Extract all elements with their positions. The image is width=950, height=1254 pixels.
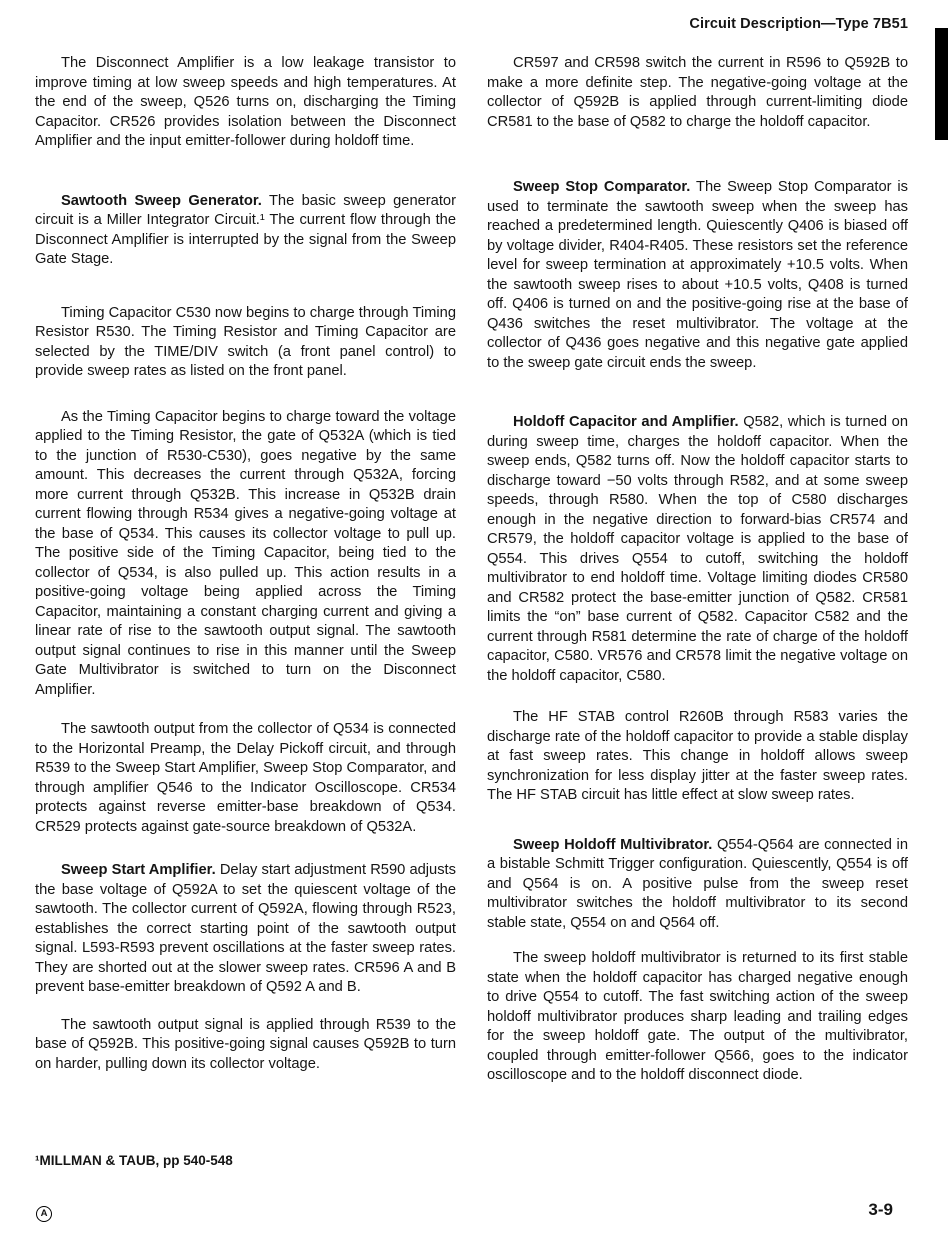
paragraph-text: The sweep holdoff multivibrator is returned to its first stable state when the holdoff capacitor has charged negative enough to drive Q554 to cutoff. The fast switching action of the sweep holdoff multivibrator produces sharp leading and trailing edges for the sweep holdoff gate. The output of the multivibrator, coupled through emitter-follower Q566, goes to the indicator oscilloscope and to the holdoff disconnect diode. [487,950,908,1083]
paragraph-text: As the Timing Capacitor begins to charge toward the voltage applied to the Timing Resistor, the gate of Q532A (which is tied to the junction of R530-C530), goes negative by the same amount. This decreases the current through Q532A, forcing more current through Q532B. This increase in Q532B drain current flowing through R534 gives a negative-going voltage at the base of Q534. This causes its collector voltage to pull up. The positive side of the Timing Capacitor, being tied to the collector of Q534, is also pulled up. This action results in a positive-going voltage being applied across the Timing Capacitor, maintaining a constant charging current and giving a linear rate of rise to the sawtooth output signal. The sawtooth output signal continues to rise in this manner until the Sweep Gate Multivibrator is switched to turn on the Disconnect Amplifier. [35,408,456,698]
paragraph-text: The basic sweep generator circuit is a Miller Integrator Circuit.¹ The current flow through the Disconnect Amplifier is interrupted by the signal from the Sweep Gate Stage. [35,192,456,267]
two-column-text-body [35,54,908,1086]
section-heading-sweep-start-amplifier: Sweep Start Amplifier. [61,862,216,878]
paragraph-sweep-holdoff-multivibrator [487,836,908,934]
paragraph-sweep-stop-comparator [487,178,908,373]
footnote-reference: ¹MILLMAN & TAUB, pp 540-548 [35,1153,233,1168]
paragraph-disconnect-amplifier [35,54,456,152]
circled-a-letter: A [40,1208,48,1220]
paragraph-text: Q554-Q564 are connected in a bistable Schmitt Trigger configuration. Quiescently, Q554 is off and Q564 is on. A positive pulse from the sweep reset multivibrator switches the holdoff multivibrator to its second stable state, Q554 on and Q564 off. [487,836,908,931]
paragraph-text: The HF STAB control R260B through R583 varies the discharge rate of the holdoff capacitor to provide a stable display at fast sweep rates. This change in holdoff allows sweep synchronization for less display jitter at the faster sweep rates. The HF STAB circuit has little effect at slow sweep rates. [487,709,908,803]
paragraph-sawtooth-applied [35,1016,456,1075]
paragraph-hf-stab [487,708,908,806]
paragraph-cr597-cr598 [487,54,908,132]
paragraph-text: The Sweep Stop Comparator is used to terminate the sawtooth sweep when the sweep has reached a predetermined length. Quiescently Q406 is biased off by voltage divider, R404-R405. These resistors set the reference level for sweep termination at approximately +10.5 volts. When the sawtooth sweep rises to about +10.5 volts, Q408 is turned off. Q406 is turned on and the positive-going rise at the base of Q436 switches the reset multivibrator. The voltage at the collector of Q436 goes negative and this negative gate applied to the sweep gate circuit ends the sweep. [487,179,908,371]
paragraph-text: Delay start adjustment R590 adjusts the base voltage of Q592A to set the quiescent voltage of the sawtooth. The collector current of Q592A, flowing through R523, establishes the correct starting point of the sawtooth output signal. L593-R593 prevent oscillations at the faster sweep rates. They are shorted out at the slower sweep rates. CR596 A and B prevent base-emitter breakdown of Q592 A and B. [35,862,456,995]
paragraph-miller-runup [35,408,456,701]
paragraph-text: Q582, which is turned on during sweep time, charges the holdoff capacitor. When the sweep ends, Q582 turns off. Now the holdoff capacitor starts to discharge toward −50 volts through R582, and at some sweep speeds, through R580. When the top of C580 discharges enough in the negative direction to forward-bias CR574 and CR579, the holdoff capacitor voltage is applied to the base of Q554. This drives Q554 to cutoff, switching the holdoff multivibrator to end holdoff time. Voltage limiting diodes CR580 and CR582 protect the base-emitter junction of Q582. CR581 limits the “on” base current of Q582. Capacitor C582 and the current through R581 determine the rate of charge of the holdoff capacitor, C580. VR576 and CR578 limit the negative voltage on the holdoff capacitor, C580. [487,414,908,684]
page-header-title: Circuit Description—Type 7B51 [689,16,908,32]
paragraph-holdoff-capacitor-amplifier [487,413,908,686]
paragraph-sweep-start-amplifier [35,861,456,998]
paragraph-text: Timing Capacitor C530 now begins to charge through Timing Resistor R530. The Timing Resistor and Timing Capacitor are selected by the TIME/DIV switch (a front panel control) to provide sweep rates as listed on the front panel. [35,304,456,379]
paragraph-text: CR597 and CR598 switch the current in R596 to Q592B to make a more definite step. The negative-going voltage at the collector of Q592B is applied through current-limiting diode CR581 to the base of Q582 to charge the holdoff capacitor. [487,55,908,130]
paragraph-sawtooth-output [35,720,456,837]
section-heading-holdoff-capacitor-amplifier: Holdoff Capacitor and Amplifier. [513,414,739,430]
section-heading-sweep-stop-comparator: Sweep Stop Comparator. [513,179,691,195]
paragraph-timing-capacitor [35,304,456,382]
paragraph-text: The sawtooth output from the collector of Q534 is connected to the Horizontal Preamp, the Delay Pickoff circuit, and through R539 to the Sweep Start Amplifier, Sweep Stop Comparator, and through amplifier Q546 to the Indicator Oscilloscope. CR534 protects against reverse emitter-base breakdown of Q534. CR529 protects against gate-source breakdown of Q532A. [35,721,456,835]
left-column [35,54,456,1086]
page-number: 3-9 [868,1200,893,1219]
paragraph-text: The Disconnect Amplifier is a low leakage transistor to improve timing at low sweep speeds and high temperatures. At the end of the sweep, Q526 turns on, discharging the Timing Capacitor. CR526 provides isolation between the Disconnect Amplifier and the input emitter-follower during holdoff time. [35,55,456,149]
edge-registration-bar [935,28,948,140]
section-heading-sweep-holdoff-multivibrator: Sweep Holdoff Multivibrator. [513,836,713,853]
paragraph-multivibrator-return [487,949,908,1086]
paragraph-text: The sawtooth output signal is applied through R539 to the base of Q592B. This positive-going signal causes Q592B to turn on harder, pulling down its collector voltage. [35,1016,456,1072]
circled-a-registration-mark [36,1206,52,1222]
section-heading-sawtooth-sweep-generator: Sawtooth Sweep Generator. [61,192,262,209]
paragraph-sawtooth-sweep-generator [35,192,456,270]
right-column [487,54,908,1086]
